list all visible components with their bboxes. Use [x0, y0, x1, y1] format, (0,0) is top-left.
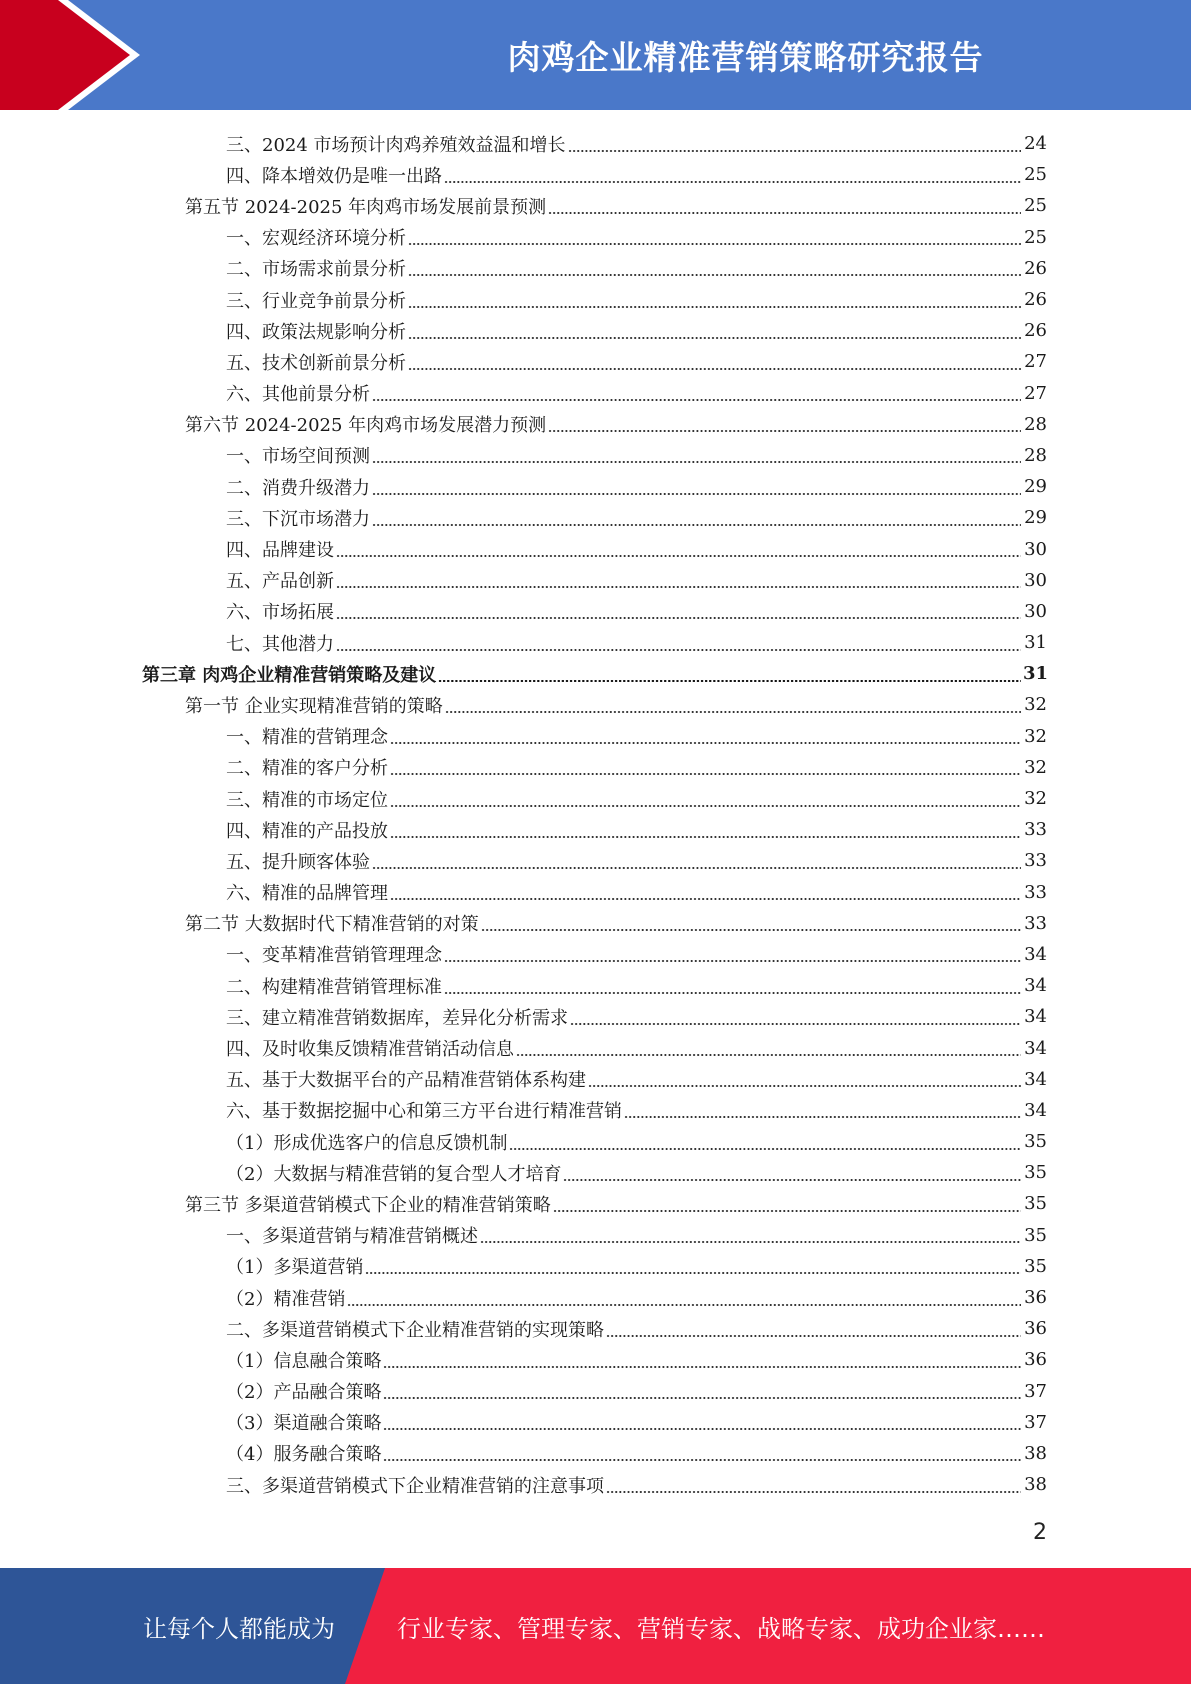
toc-dot-leader	[516, 1054, 1021, 1056]
toc-subsection-entry[interactable]	[0, 533, 1191, 564]
toc-entry-page: 29	[1024, 476, 1047, 498]
toc-entry-page: 32	[1024, 725, 1047, 747]
toc-dot-leader	[408, 337, 1021, 339]
toc-entry-page: 28	[1024, 444, 1047, 466]
toc-entry-title: 三、行业竞争前景分析	[226, 290, 406, 312]
toc-subsection-entry[interactable]	[0, 1438, 1191, 1469]
toc-entry-title: （1）信息融合策略	[226, 1350, 382, 1372]
toc-entry-page: 37	[1024, 1380, 1047, 1402]
toc-dot-leader	[383, 1459, 1021, 1461]
toc-dot-leader	[390, 805, 1021, 807]
toc-entry-title: 四、降本增效仍是唯一出路	[226, 165, 442, 187]
toc-subsection-entry[interactable]	[0, 783, 1191, 814]
toc-dot-leader	[570, 1023, 1021, 1025]
toc-dot-leader	[548, 430, 1021, 432]
toc-entry-title: （2）产品融合策略	[226, 1382, 382, 1404]
toc-entry-page: 37	[1024, 1411, 1047, 1433]
header-arrow-decoration	[0, 0, 160, 110]
toc-section-entry[interactable]	[0, 689, 1191, 720]
toc-entry-page: 38	[1024, 1442, 1047, 1464]
toc-entry-page: 34	[1024, 975, 1047, 997]
toc-dot-leader	[390, 898, 1021, 900]
toc-subsection-entry[interactable]	[0, 1095, 1191, 1126]
toc-entry-title: 二、构建精准营销管理标准	[226, 976, 442, 998]
toc-chapter-entry[interactable]	[0, 658, 1191, 689]
toc-dot-leader	[372, 493, 1021, 495]
toc-subsection-entry[interactable]	[0, 1001, 1191, 1032]
toc-entry-page: 31	[1024, 632, 1047, 654]
toc-dot-leader	[372, 524, 1021, 526]
toc-dot-leader	[548, 212, 1021, 214]
toc-entry-page: 35	[1024, 1255, 1047, 1277]
toc-entry-page: 26	[1024, 320, 1047, 342]
toc-subsection-entry[interactable]	[0, 378, 1191, 409]
toc-dot-leader	[372, 461, 1021, 463]
toc-dot-leader	[383, 1366, 1021, 1368]
toc-entry-page: 36	[1024, 1318, 1047, 1340]
toc-dot-leader	[481, 929, 1021, 931]
toc-entry-title: 第六节 2024-2025 年肉鸡市场发展潜力预测	[185, 415, 547, 437]
toc-subsection-entry[interactable]	[0, 1157, 1191, 1188]
toc-dot-leader	[553, 1210, 1021, 1212]
toc-dot-leader	[383, 1428, 1021, 1430]
toc-entry-page: 28	[1024, 413, 1047, 435]
toc-entry-title: （1）形成优选客户的信息反馈机制	[226, 1132, 508, 1154]
toc-subsection-entry[interactable]	[0, 627, 1191, 658]
page-header	[0, 0, 1191, 110]
toc-dot-leader	[383, 1397, 1021, 1399]
toc-entry-title: 四、精准的产品投放	[226, 820, 388, 842]
toc-entry-page: 36	[1024, 1349, 1047, 1371]
toc-entry-page: 35	[1024, 1162, 1047, 1184]
toc-entry-title: 一、多渠道营销与精准营销概述	[226, 1226, 478, 1248]
toc-subsection-entry[interactable]	[0, 253, 1191, 284]
toc-subsection-entry[interactable]	[0, 939, 1191, 970]
toc-subsection-entry[interactable]	[0, 222, 1191, 253]
report-title: 肉鸡企业精准营销策略研究报告	[507, 37, 984, 77]
toc-entry-title: 三、建立精准营销数据库，差异化分析需求	[226, 1007, 568, 1029]
toc-section-entry[interactable]	[0, 190, 1191, 221]
toc-entry-page: 32	[1024, 756, 1047, 778]
toc-dot-leader	[408, 243, 1021, 245]
toc-subsection-entry[interactable]	[0, 284, 1191, 315]
toc-entry-title: 三、2024 市场预计肉鸡养殖效益温和增长	[226, 134, 566, 156]
toc-entry-title: （4）服务融合策略	[226, 1444, 382, 1466]
toc-entry-title: （1）多渠道营销	[226, 1257, 364, 1279]
toc-subsection-entry[interactable]	[0, 1032, 1191, 1063]
toc-entry-title: 五、基于大数据平台的产品精准营销体系构建	[226, 1070, 586, 1092]
toc-entry-page: 24	[1024, 133, 1047, 155]
toc-dot-leader	[365, 1272, 1021, 1274]
page-footer	[0, 1568, 1191, 1684]
toc-dot-leader	[480, 1241, 1021, 1243]
toc-dot-leader	[509, 1148, 1021, 1150]
toc-entry-title: 第二节 大数据时代下精准营销的对策	[185, 914, 479, 936]
toc-entry-page: 33	[1024, 881, 1047, 903]
toc-subsection-entry[interactable]	[0, 1344, 1191, 1375]
table-of-contents	[0, 128, 1191, 1500]
toc-dot-leader	[336, 617, 1021, 619]
toc-subsection-entry[interactable]	[0, 1220, 1191, 1251]
toc-subsection-entry[interactable]	[0, 596, 1191, 627]
toc-entry-title: 六、基于数据挖掘中心和第三方平台进行精准营销	[226, 1101, 622, 1123]
toc-entry-page: 36	[1024, 1287, 1047, 1309]
toc-dot-leader	[445, 711, 1021, 713]
toc-entry-page: 34	[1024, 1037, 1047, 1059]
toc-entry-page: 25	[1024, 195, 1047, 217]
toc-entry-title: 四、政策法规影响分析	[226, 321, 406, 343]
toc-entry-page: 31	[1023, 663, 1049, 685]
toc-dot-leader	[390, 773, 1021, 775]
toc-entry-title: （3）渠道融合策略	[226, 1413, 382, 1435]
toc-entry-title: 五、技术创新前景分析	[226, 352, 406, 374]
toc-dot-leader	[438, 680, 1021, 682]
toc-subsection-entry[interactable]	[0, 440, 1191, 471]
toc-entry-page: 33	[1024, 850, 1047, 872]
toc-entry-page: 30	[1024, 600, 1047, 622]
page-number: 2	[1033, 1520, 1047, 1545]
toc-subsection-entry[interactable]	[0, 565, 1191, 596]
toc-subsection-entry[interactable]	[0, 1469, 1191, 1500]
toc-subsection-entry[interactable]	[0, 128, 1191, 159]
toc-subsection-entry[interactable]	[0, 1376, 1191, 1407]
toc-subsection-entry[interactable]	[0, 1064, 1191, 1095]
toc-entry-page: 34	[1024, 1006, 1047, 1028]
toc-dot-leader	[347, 1304, 1021, 1306]
toc-section-entry[interactable]	[0, 908, 1191, 939]
toc-entry-page: 25	[1024, 226, 1047, 248]
toc-entry-title: 二、精准的客户分析	[226, 758, 388, 780]
toc-dot-leader	[372, 867, 1021, 869]
toc-dot-leader	[563, 1179, 1021, 1181]
toc-subsection-entry[interactable]	[0, 1407, 1191, 1438]
toc-entry-page: 35	[1024, 1193, 1047, 1215]
toc-entry-title: 第三节 多渠道营销模式下企业的精准营销策略	[185, 1194, 551, 1216]
toc-entry-title: （2）精准营销	[226, 1288, 346, 1310]
toc-subsection-entry[interactable]	[0, 1313, 1191, 1344]
toc-dot-leader	[588, 1085, 1021, 1087]
toc-dot-leader	[444, 992, 1021, 994]
toc-entry-title: 二、消费升级潜力	[226, 477, 370, 499]
toc-entry-title: 六、精准的品牌管理	[226, 883, 388, 905]
toc-subsection-entry[interactable]	[0, 814, 1191, 845]
toc-subsection-entry[interactable]	[0, 970, 1191, 1001]
toc-dot-leader	[336, 555, 1021, 557]
toc-dot-leader	[390, 742, 1021, 744]
toc-entry-title: 六、其他前景分析	[226, 384, 370, 406]
toc-subsection-entry[interactable]	[0, 1282, 1191, 1313]
toc-entry-title: 三、多渠道营销模式下企业精准营销的注意事项	[226, 1475, 604, 1497]
toc-dot-leader	[336, 649, 1021, 651]
toc-entry-title: 二、市场需求前景分析	[226, 259, 406, 281]
toc-subsection-entry[interactable]	[0, 721, 1191, 752]
toc-entry-page: 32	[1024, 694, 1047, 716]
toc-entry-title: 一、宏观经济环境分析	[226, 228, 406, 250]
toc-entry-page: 32	[1024, 788, 1047, 810]
toc-dot-leader	[408, 274, 1021, 276]
toc-entry-page: 30	[1024, 538, 1047, 560]
toc-entry-page: 34	[1024, 1068, 1047, 1090]
toc-dot-leader	[408, 368, 1021, 370]
toc-entry-page: 26	[1024, 257, 1047, 279]
toc-entry-page: 35	[1024, 1131, 1047, 1153]
toc-subsection-entry[interactable]	[0, 877, 1191, 908]
toc-entry-page: 33	[1024, 912, 1047, 934]
footer-slogan-left: 让每个人都能成为	[143, 1614, 335, 1643]
toc-subsection-entry[interactable]	[0, 1251, 1191, 1282]
toc-entry-title: 四、品牌建设	[226, 540, 334, 562]
toc-subsection-entry[interactable]	[0, 752, 1191, 783]
toc-entry-page: 35	[1024, 1224, 1047, 1246]
toc-entry-title: 四、及时收集反馈精准营销活动信息	[226, 1039, 514, 1061]
toc-entry-title: 一、市场空间预测	[226, 446, 370, 468]
toc-dot-leader	[390, 836, 1021, 838]
footer-slogan-right: 行业专家、管理专家、营销专家、战略专家、成功企业家……	[397, 1614, 1045, 1643]
toc-subsection-entry[interactable]	[0, 471, 1191, 502]
toc-dot-leader	[408, 306, 1021, 308]
toc-entry-title: 一、精准的营销理念	[226, 727, 388, 749]
toc-entry-title: 三、下沉市场潜力	[226, 508, 370, 530]
toc-entry-title: （2）大数据与精准营销的复合型人才培育	[226, 1163, 562, 1185]
toc-section-entry[interactable]	[0, 1188, 1191, 1219]
toc-entry-title: 第一节 企业实现精准营销的策略	[185, 695, 443, 717]
toc-dot-leader	[568, 150, 1021, 152]
toc-entry-page: 30	[1024, 569, 1047, 591]
toc-entry-title: 三、精准的市场定位	[226, 789, 388, 811]
toc-section-entry[interactable]	[0, 409, 1191, 440]
toc-dot-leader	[606, 1491, 1021, 1493]
toc-entry-page: 33	[1024, 819, 1047, 841]
toc-dot-leader	[606, 1335, 1021, 1337]
toc-dot-leader	[444, 181, 1021, 183]
toc-entry-title: 第三章 肉鸡企业精准营销策略及建议	[142, 664, 437, 686]
toc-entry-title: 第五节 2024-2025 年肉鸡市场发展前景预测	[185, 196, 547, 218]
toc-subsection-entry[interactable]	[0, 159, 1191, 190]
toc-entry-page: 27	[1024, 382, 1047, 404]
toc-entry-title: 五、产品创新	[226, 571, 334, 593]
toc-entry-page: 26	[1024, 289, 1047, 311]
toc-entry-title: 七、其他潜力	[226, 633, 334, 655]
toc-entry-title: 五、提升顾客体验	[226, 851, 370, 873]
toc-subsection-entry[interactable]	[0, 1126, 1191, 1157]
toc-subsection-entry[interactable]	[0, 845, 1191, 876]
toc-entry-page: 25	[1024, 164, 1047, 186]
toc-entry-page: 38	[1024, 1474, 1047, 1496]
toc-dot-leader	[624, 1116, 1021, 1118]
toc-entry-title: 二、多渠道营销模式下企业精准营销的实现策略	[226, 1319, 604, 1341]
toc-entry-page: 34	[1024, 1099, 1047, 1121]
toc-entry-page: 34	[1024, 943, 1047, 965]
toc-subsection-entry[interactable]	[0, 315, 1191, 346]
toc-entry-title: 六、市场拓展	[226, 602, 334, 624]
toc-subsection-entry[interactable]	[0, 502, 1191, 533]
toc-entry-page: 27	[1024, 351, 1047, 373]
toc-dot-leader	[444, 960, 1021, 962]
toc-subsection-entry[interactable]	[0, 346, 1191, 377]
toc-entry-title: 一、变革精准营销管理理念	[226, 945, 442, 967]
toc-dot-leader	[372, 399, 1021, 401]
toc-entry-page: 29	[1024, 507, 1047, 529]
toc-dot-leader	[336, 586, 1021, 588]
